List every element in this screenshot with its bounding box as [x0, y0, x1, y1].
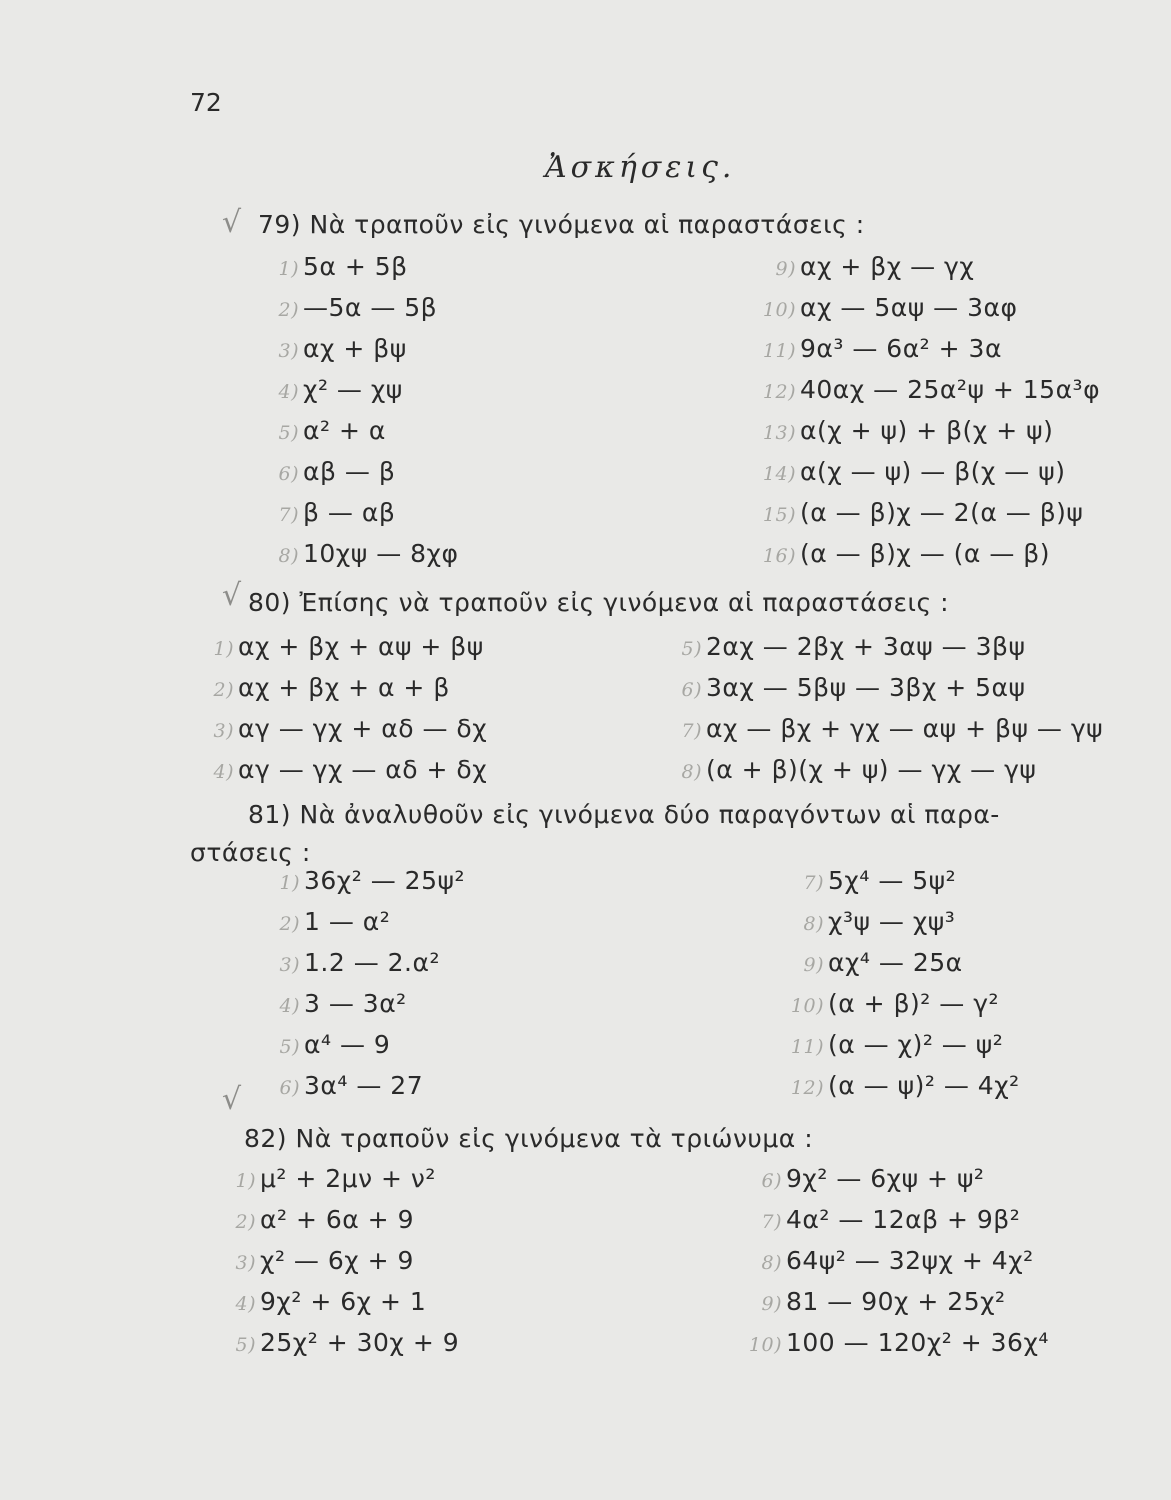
expression-item: [200, 708, 487, 749]
expression-text: 4α² — 12αβ + 9β²: [786, 1205, 1021, 1234]
expression-text: αγ — γχ + αδ — δχ: [238, 714, 488, 743]
expression-item: [762, 533, 1100, 574]
expression-item: [265, 246, 458, 287]
handwritten-number: 6): [279, 1077, 300, 1099]
expression-text: 64ψ² — 32ψχ + 4χ²: [786, 1246, 1034, 1275]
handwritten-number: 2): [278, 299, 299, 321]
exercise-79-heading: 79) Νὰ τραποῦν εἰς γινόμενα αἱ παραστάσεις :: [258, 210, 865, 239]
handwritten-number: 6): [278, 463, 299, 485]
handwritten-number: 8): [803, 913, 824, 935]
handwritten-number: 2): [235, 1211, 256, 1233]
expression-item: [265, 328, 458, 369]
expression-item: [668, 749, 1103, 790]
handwritten-number: 9): [775, 258, 796, 280]
expression-item: [790, 1024, 1020, 1065]
checkmark-icon: √: [222, 578, 242, 613]
handwritten-number: 7): [761, 1211, 782, 1233]
handwritten-number: 2): [213, 679, 234, 701]
exercise-82-heading: 82) Νὰ τραποῦν εἰς γινόμενα τὰ τριώνυμα :: [244, 1124, 814, 1153]
expression-item: [222, 1158, 459, 1199]
expression-text: (α — β)χ — (α — β): [800, 539, 1051, 568]
expression-item: [222, 1199, 459, 1240]
expression-item: [762, 328, 1100, 369]
handwritten-number: 2): [279, 913, 300, 935]
exercise-82-left-column: [222, 1158, 459, 1363]
handwritten-number: 1): [279, 872, 300, 894]
expression-text: 9α³ — 6α² + 3α: [800, 334, 1002, 363]
expression-item: [762, 246, 1100, 287]
expression-item: [790, 1065, 1020, 1106]
handwritten-number: 3): [278, 340, 299, 362]
handwritten-number: 1): [235, 1170, 256, 1192]
exercise-79-right-column: [762, 246, 1100, 574]
expression-item: [748, 1158, 1049, 1199]
expression-text: 100 — 120χ² + 36χ⁴: [786, 1328, 1049, 1357]
expression-item: [762, 492, 1100, 533]
handwritten-number: 7): [278, 504, 299, 526]
expression-text: 81 — 90χ + 25χ²: [786, 1287, 1006, 1316]
handwritten-number: 7): [681, 720, 702, 742]
exercise-80-heading: 80) Ἐπίσης νὰ τραποῦν εἰς γινόμενα αἱ παραστάσεις :: [248, 588, 950, 617]
expression-item: [266, 860, 465, 901]
page-title: Ἀσκήσεις.: [545, 150, 736, 185]
handwritten-number: 6): [761, 1170, 782, 1192]
expression-item: [200, 626, 487, 667]
handwritten-number: 11): [762, 340, 796, 362]
expression-text: 1 — α²: [304, 907, 391, 936]
expression-text: α(χ + ψ) + β(χ + ψ): [800, 416, 1054, 445]
expression-item: [790, 901, 1020, 942]
expression-text: 10χψ — 8χφ: [303, 539, 459, 568]
expression-text: α⁴ — 9: [304, 1030, 391, 1059]
expression-item: [265, 369, 458, 410]
expression-item: [265, 410, 458, 451]
handwritten-number: 5): [279, 1036, 300, 1058]
exercise-80-left-column: [200, 626, 487, 790]
handwritten-number: 4): [213, 761, 234, 783]
expression-text: α² + α: [303, 416, 386, 445]
expression-item: [748, 1281, 1049, 1322]
expression-text: αχ — 5αψ — 3αφ: [800, 293, 1018, 322]
handwritten-number: 3): [235, 1252, 256, 1274]
expression-text: αχ + βχ + αψ + βψ: [238, 632, 484, 661]
checkmark-icon: √: [222, 1082, 242, 1117]
expression-text: (α + β)² — γ²: [828, 989, 1000, 1018]
expression-item: [790, 983, 1020, 1024]
handwritten-number: 10): [790, 995, 824, 1017]
expression-item: [265, 287, 458, 328]
handwritten-number: 4): [235, 1293, 256, 1315]
exercise-79-left-column: [265, 246, 458, 574]
expression-text: αχ⁴ — 25α: [828, 948, 963, 977]
handwritten-number: 3): [279, 954, 300, 976]
expression-item: [748, 1199, 1049, 1240]
expression-text: 1.2 — 2.α²: [304, 948, 441, 977]
handwritten-number: 12): [762, 381, 796, 403]
expression-item: [200, 667, 487, 708]
expression-text: αχ + βχ — γχ: [800, 252, 975, 281]
handwritten-number: 8): [761, 1252, 782, 1274]
expression-text: 5α + 5β: [303, 252, 408, 281]
expression-text: (α + β)(χ + ψ) — γχ — γψ: [706, 755, 1037, 784]
handwritten-number: 10): [762, 299, 796, 321]
exercise-81-left-column: [266, 860, 465, 1106]
expression-text: 3α⁴ — 27: [304, 1071, 424, 1100]
handwritten-number: 13): [762, 422, 796, 444]
expression-item: [265, 492, 458, 533]
expression-item: [266, 942, 465, 983]
expression-text: 3 — 3α²: [304, 989, 407, 1018]
expression-text: (α — β)χ — 2(α — β)ψ: [800, 498, 1084, 527]
expression-text: χ² — 6χ + 9: [260, 1246, 414, 1275]
handwritten-number: 8): [278, 545, 299, 567]
expression-item: [265, 451, 458, 492]
handwritten-number: 11): [790, 1036, 824, 1058]
handwritten-number: 1): [278, 258, 299, 280]
expression-item: [668, 626, 1103, 667]
expression-item: [748, 1240, 1049, 1281]
expression-text: 9χ² + 6χ + 1: [260, 1287, 427, 1316]
exercise-80-right-column: [668, 626, 1103, 790]
expression-text: μ² + 2μν + ν²: [260, 1164, 436, 1193]
expression-text: 40αχ — 25α²ψ + 15α³φ: [800, 375, 1101, 404]
handwritten-number: 5): [235, 1334, 256, 1356]
handwritten-number: 6): [681, 679, 702, 701]
handwritten-number: 7): [803, 872, 824, 894]
handwritten-number: 3): [213, 720, 234, 742]
expression-item: [762, 451, 1100, 492]
expression-text: αχ + βχ + α + β: [238, 673, 450, 702]
expression-text: 5χ⁴ — 5ψ²: [828, 866, 957, 895]
expression-text: β — αβ: [303, 498, 396, 527]
expression-item: [222, 1281, 459, 1322]
expression-item: [222, 1240, 459, 1281]
exercise-81-heading-continuation: στάσεις :: [190, 838, 311, 867]
expression-text: (α — ψ)² — 4χ²: [828, 1071, 1020, 1100]
exercise-82-right-column: [748, 1158, 1049, 1363]
expression-text: αβ — β: [303, 457, 396, 486]
handwritten-number: 9): [803, 954, 824, 976]
expression-item: [748, 1322, 1049, 1363]
expression-item: [762, 369, 1100, 410]
expression-text: αχ — βχ + γχ — αψ + βψ — γψ: [706, 714, 1104, 743]
exercise-81-heading: 81) Νὰ ἀναλυθοῦν εἰς γινόμενα δύο παραγόντων αἱ παρα-: [248, 800, 1000, 829]
handwritten-number: 4): [278, 381, 299, 403]
expression-item: [266, 983, 465, 1024]
expression-text: 25χ² + 30χ + 9: [260, 1328, 460, 1357]
handwritten-number: 15): [762, 504, 796, 526]
expression-text: 36χ² — 25ψ²: [304, 866, 465, 895]
expression-text: 2αχ — 2βχ + 3αψ — 3βψ: [706, 632, 1026, 661]
expression-item: [266, 1065, 465, 1106]
handwritten-number: 14): [762, 463, 796, 485]
handwritten-number: 10): [748, 1334, 782, 1356]
expression-item: [266, 1024, 465, 1065]
expression-item: [668, 708, 1103, 749]
expression-item: [762, 287, 1100, 328]
expression-text: (α — χ)² — ψ²: [828, 1030, 1004, 1059]
handwritten-number: 9): [761, 1293, 782, 1315]
expression-text: 9χ² — 6χψ + ψ²: [786, 1164, 985, 1193]
expression-item: [265, 533, 458, 574]
expression-text: αχ + βψ: [303, 334, 407, 363]
page-number: 72: [190, 88, 222, 117]
handwritten-number: 5): [278, 422, 299, 444]
expression-text: 3αχ — 5βψ — 3βχ + 5αψ: [706, 673, 1026, 702]
expression-item: [200, 749, 487, 790]
expression-item: [790, 942, 1020, 983]
handwritten-number: 8): [681, 761, 702, 783]
expression-text: αγ — γχ — αδ + δχ: [238, 755, 488, 784]
handwritten-number: 4): [279, 995, 300, 1017]
checkmark-icon: √: [222, 205, 242, 240]
handwritten-number: 1): [213, 638, 234, 660]
exercise-81-right-column: [790, 860, 1020, 1106]
expression-text: α(χ — ψ) — β(χ — ψ): [800, 457, 1066, 486]
expression-text: χ² — χψ: [303, 375, 403, 404]
handwritten-number: 5): [681, 638, 702, 660]
expression-text: α² + 6α + 9: [260, 1205, 414, 1234]
expression-text: χ³ψ — χψ³: [828, 907, 956, 936]
expression-item: [762, 410, 1100, 451]
expression-text: —5α — 5β: [303, 293, 438, 322]
handwritten-number: 12): [790, 1077, 824, 1099]
handwritten-number: 16): [762, 545, 796, 567]
expression-item: [668, 667, 1103, 708]
expression-item: [266, 901, 465, 942]
expression-item: [222, 1322, 459, 1363]
expression-item: [790, 860, 1020, 901]
